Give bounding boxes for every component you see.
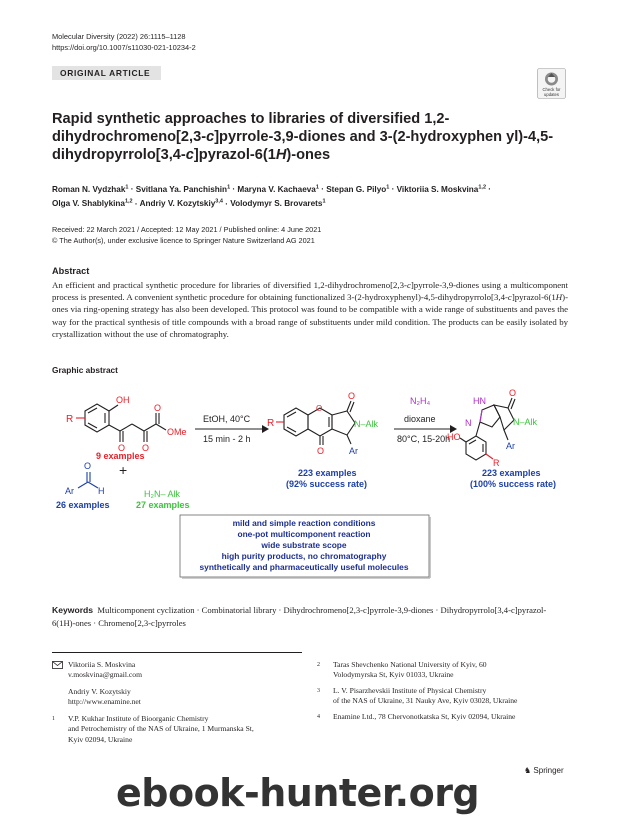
title-italic: c	[185, 147, 194, 163]
abstract-part: ]pyrazol-6(1	[511, 292, 556, 303]
article-dates	[52, 225, 321, 246]
ald-h-label: H	[98, 486, 105, 496]
check-line2: updates	[544, 92, 559, 97]
pp-ar-bond	[504, 430, 508, 440]
author-affiliation: 1	[315, 184, 319, 190]
author-name: Svitlana Ya. Panchishin	[135, 184, 228, 194]
author-affiliation: 1	[322, 198, 326, 205]
feature-line: mild and simple reaction conditions	[232, 518, 376, 528]
sm-ome-label: OMe	[167, 427, 187, 437]
aff-number: 1	[52, 716, 55, 722]
author-name: Olga V. Shablykina	[52, 199, 125, 209]
title-part: )-ones	[286, 147, 331, 163]
author-name: Volodymyr S. Brovarets	[230, 199, 323, 209]
author-affiliation: 3,4	[215, 198, 223, 205]
cp-r-label: R	[267, 418, 275, 429]
affiliation-1	[52, 714, 302, 745]
cond2-top: dioxane	[404, 414, 436, 424]
cp-o-label: O	[317, 446, 325, 456]
title-italic: H	[275, 147, 287, 163]
author	[230, 199, 325, 208]
feature-line: synthetically and pharmaceutically useful molecules	[199, 562, 409, 572]
aff-number: 4	[317, 714, 320, 720]
author-name: Roman N. Vydzhak	[52, 184, 126, 194]
author	[326, 185, 389, 194]
cond2-bottom: 80°C, 15-20h	[397, 434, 451, 444]
footnote-rule	[52, 652, 302, 653]
pp-bond	[469, 440, 476, 444]
title-part: ]pyrazol-6(1	[193, 147, 276, 163]
pp-aryl-bond	[476, 422, 480, 436]
aff-line: of the NAS of Ukraine, 31 Nauky Ave, Kyiv 03028, Ukraine	[333, 696, 518, 706]
cp-co-bond	[350, 402, 354, 412]
sm-chain-bond	[109, 425, 120, 431]
title-part: ]pyrrole-3,9-diones and 3-(2-hydroxyphen yl)-4,5-dihydropyrrolo[3,4-	[52, 129, 554, 163]
pp-r-label: R	[493, 458, 500, 468]
correspondence	[68, 660, 142, 707]
pp-nn-bond	[480, 410, 482, 422]
history-dates: Received: 22 March 2021 / Accepted: 12 May 2021 / Published online: 4 June 2021	[52, 225, 322, 234]
affiliation-3	[317, 686, 587, 707]
author-separator: ·	[222, 199, 231, 209]
copyright: © The Author(s), under exclusive licence to Springer Nature Switzerland AG 2021	[52, 235, 315, 245]
author	[136, 185, 230, 194]
cp-o-label: O	[316, 404, 323, 413]
cp-o-label: O	[348, 391, 356, 401]
sm-oh-label: OH	[116, 395, 130, 405]
check-line1: Check for	[542, 87, 561, 92]
prod-examples: 223 examples	[482, 468, 541, 478]
author-separator: ·	[230, 184, 238, 194]
pp-ho-label: HO	[447, 432, 461, 442]
author-list	[52, 181, 572, 210]
aff-line: and Petrochemistry of the NAS of Ukraine, 1 Murmanska St,	[68, 724, 254, 734]
author-affiliation: 1,2	[124, 198, 133, 205]
corr-url[interactable]: http://www.enamine.net	[68, 696, 141, 706]
abstract-part: An efficient and practical synthetic procedure for libraries of diversified 1,2-dihydrochromeno[2,3-	[52, 280, 407, 290]
sm-chain-bond	[132, 424, 144, 431]
aff-line: L. V. Pisarzhevskii Institute of Physical Chemistry	[333, 686, 487, 695]
author-separator: ·	[389, 184, 397, 194]
ald-bond	[78, 482, 88, 488]
aff-line: V.P. Kukhar Institute of Bioorganic Chemistry	[68, 714, 209, 723]
author-separator: ·	[486, 184, 492, 194]
pp-co-bond	[511, 399, 515, 409]
author-affiliation: 1	[227, 184, 231, 190]
ald-o-label: O	[84, 461, 92, 471]
watermark: ebook-hunter.org	[116, 771, 480, 815]
abstract-part: )-ones via ring-opening strategy has also been developed. This protocol was found to be compatible with a wide range of substituents and paves the way for the practical synthesis of title compounds with a broad range of substituents under mild condition. The products can be easily isolated by crystallization without the use of chromatography.	[52, 292, 568, 339]
title-part: Rapid synthetic approaches to libraries of diversified 1,2-dihydrochromeno[2,3-	[52, 111, 450, 145]
article-type-badge: ORIGINAL ARTICLE	[52, 66, 161, 80]
cp-ar-bond	[347, 435, 351, 444]
cond1-bottom: 15 min - 2 h	[203, 434, 251, 444]
pp-nalk-label: N–Alk	[513, 417, 538, 427]
cp-pyrrole-ring	[332, 411, 355, 435]
pp-n-label: N	[465, 418, 472, 428]
sm-chain-bond	[120, 424, 132, 431]
aff-line: Volodymyrska St, Kyiv 01033, Ukraine	[333, 670, 454, 680]
ald-examples: 26 examples	[56, 500, 110, 510]
author-separator: ·	[128, 184, 136, 194]
corr-name: Andriy V. Kozytskiy	[68, 686, 131, 696]
graphic-abstract-heading: Graphic abstract	[52, 365, 118, 375]
ald-bond	[88, 482, 98, 488]
author	[237, 185, 319, 194]
amine-examples: 27 examples	[136, 500, 190, 510]
aldehyde	[78, 472, 98, 488]
cp-nalk-label: N–Alk	[354, 419, 379, 429]
author-affiliation: 1,2	[478, 184, 487, 190]
author	[397, 185, 486, 194]
affiliation-2	[317, 660, 577, 681]
cond1-top: EtOH, 40°C	[203, 414, 251, 424]
author-affiliation: 1	[386, 184, 390, 190]
sm-r-label: R	[66, 414, 74, 425]
mid-rate: (92% success rate)	[286, 479, 368, 489]
title-italic: c	[206, 129, 215, 145]
sm-o-label: O	[154, 403, 162, 413]
pp-oh-bond	[460, 438, 466, 442]
graphic-abstract-scheme	[52, 380, 572, 580]
pp-pyrazole-ring	[480, 405, 500, 427]
author-separator: ·	[132, 199, 140, 209]
affiliation-4	[317, 712, 587, 722]
feature-line: wide substrate scope	[261, 540, 347, 550]
starting-material	[76, 404, 166, 442]
aff-number: 2	[317, 662, 320, 668]
keywords-label: Keywords	[52, 605, 94, 615]
aff-line: Kyiv 02094, Ukraine	[68, 734, 133, 744]
sm-oh-bond	[109, 405, 118, 411]
feature-line: high purity products, no chromatography	[221, 551, 387, 561]
abstract-part: ]pyrrole-3,9-diones using a multicomponent process is presented. A convenient synthetic procedure for obtaining functionalized 3-(2-hydroxyphenyl)-4,5-dihydropyrrolo[3,4-	[52, 280, 569, 303]
plus-sign: +	[119, 462, 128, 478]
publisher-logo	[524, 766, 564, 775]
amine-label: H₂N– Alk	[144, 489, 181, 499]
pp-ar-label: Ar	[506, 441, 515, 451]
corr-email[interactable]: v.moskvina@gmail.com	[68, 670, 142, 680]
mid-examples: 223 examples	[298, 468, 357, 478]
hydrazine-label: N₂H₄	[410, 396, 431, 406]
envelope-icon	[52, 661, 63, 669]
aff-line: Enamine Ltd., 78 Chervonotkatska St, Kyiv 02094, Ukraine	[333, 712, 516, 721]
springer-horse-icon: ♞	[524, 766, 532, 775]
check-updates-icon	[537, 68, 566, 99]
author-name: Maryna V. Kachaeva	[237, 184, 316, 194]
keywords-text: Multicomponent cyclization · Combinatorial library · Dihydrochromeno[2,3-c]pyrrole-3,9-diones · Dihydropyrrolo[3,4-c]pyrazol-6(1H)-ones · Chromeno[2,3-c]pyrroles	[52, 605, 547, 628]
corr-name: Viktoriia S. Moskvina	[68, 660, 136, 669]
abstract-text	[52, 279, 568, 340]
pp-r-bond	[486, 454, 493, 459]
journal-line: Molecular Diversity (2022) 26:1115–1128	[52, 32, 186, 41]
article-title	[52, 110, 562, 164]
pp-o-label: O	[509, 388, 517, 398]
cp-ar-label: Ar	[349, 446, 358, 456]
doi-link[interactable]: https://doi.org/10.1007/s11030-021-10234-2	[52, 43, 196, 52]
aff-line: Taras Shevchenko National University of Kyiv, 60	[333, 660, 487, 669]
abstract-italic: c	[406, 280, 411, 290]
abstract-italic: c	[507, 292, 512, 303]
author	[140, 199, 223, 208]
feature-line: one-pot multicomponent reaction	[237, 529, 371, 539]
check-for-updates-badge[interactable]	[537, 68, 566, 99]
journal-citation	[52, 31, 196, 53]
sm-examples: 9 examples	[96, 451, 145, 461]
author-name: Viktoriia S. Moskvina	[396, 184, 479, 194]
sm-ester-bond	[156, 424, 166, 430]
author-affiliation: 1	[125, 184, 129, 190]
sm-o-label: O	[118, 443, 126, 453]
author	[52, 185, 128, 194]
sm-o-label: O	[142, 443, 150, 453]
abstract-italic: H	[555, 292, 563, 303]
abstract-heading: Abstract	[52, 266, 90, 276]
keywords	[52, 604, 568, 629]
author-name: Stepan G. Pilyo	[326, 184, 387, 194]
pp-co-bond	[508, 398, 512, 408]
sm-chain-bond	[144, 424, 156, 431]
cp-co-bond	[347, 401, 351, 411]
ald-ar-label: Ar	[65, 486, 74, 496]
prod-rate: (100% success rate)	[470, 479, 557, 489]
author	[52, 199, 133, 208]
author-name: Andriy V. Kozytskiy	[139, 199, 216, 209]
author-separator: ·	[318, 184, 327, 194]
publisher-name: Springer	[533, 766, 564, 775]
pp-hn-label: HN	[473, 396, 486, 406]
aff-number: 3	[317, 688, 320, 694]
